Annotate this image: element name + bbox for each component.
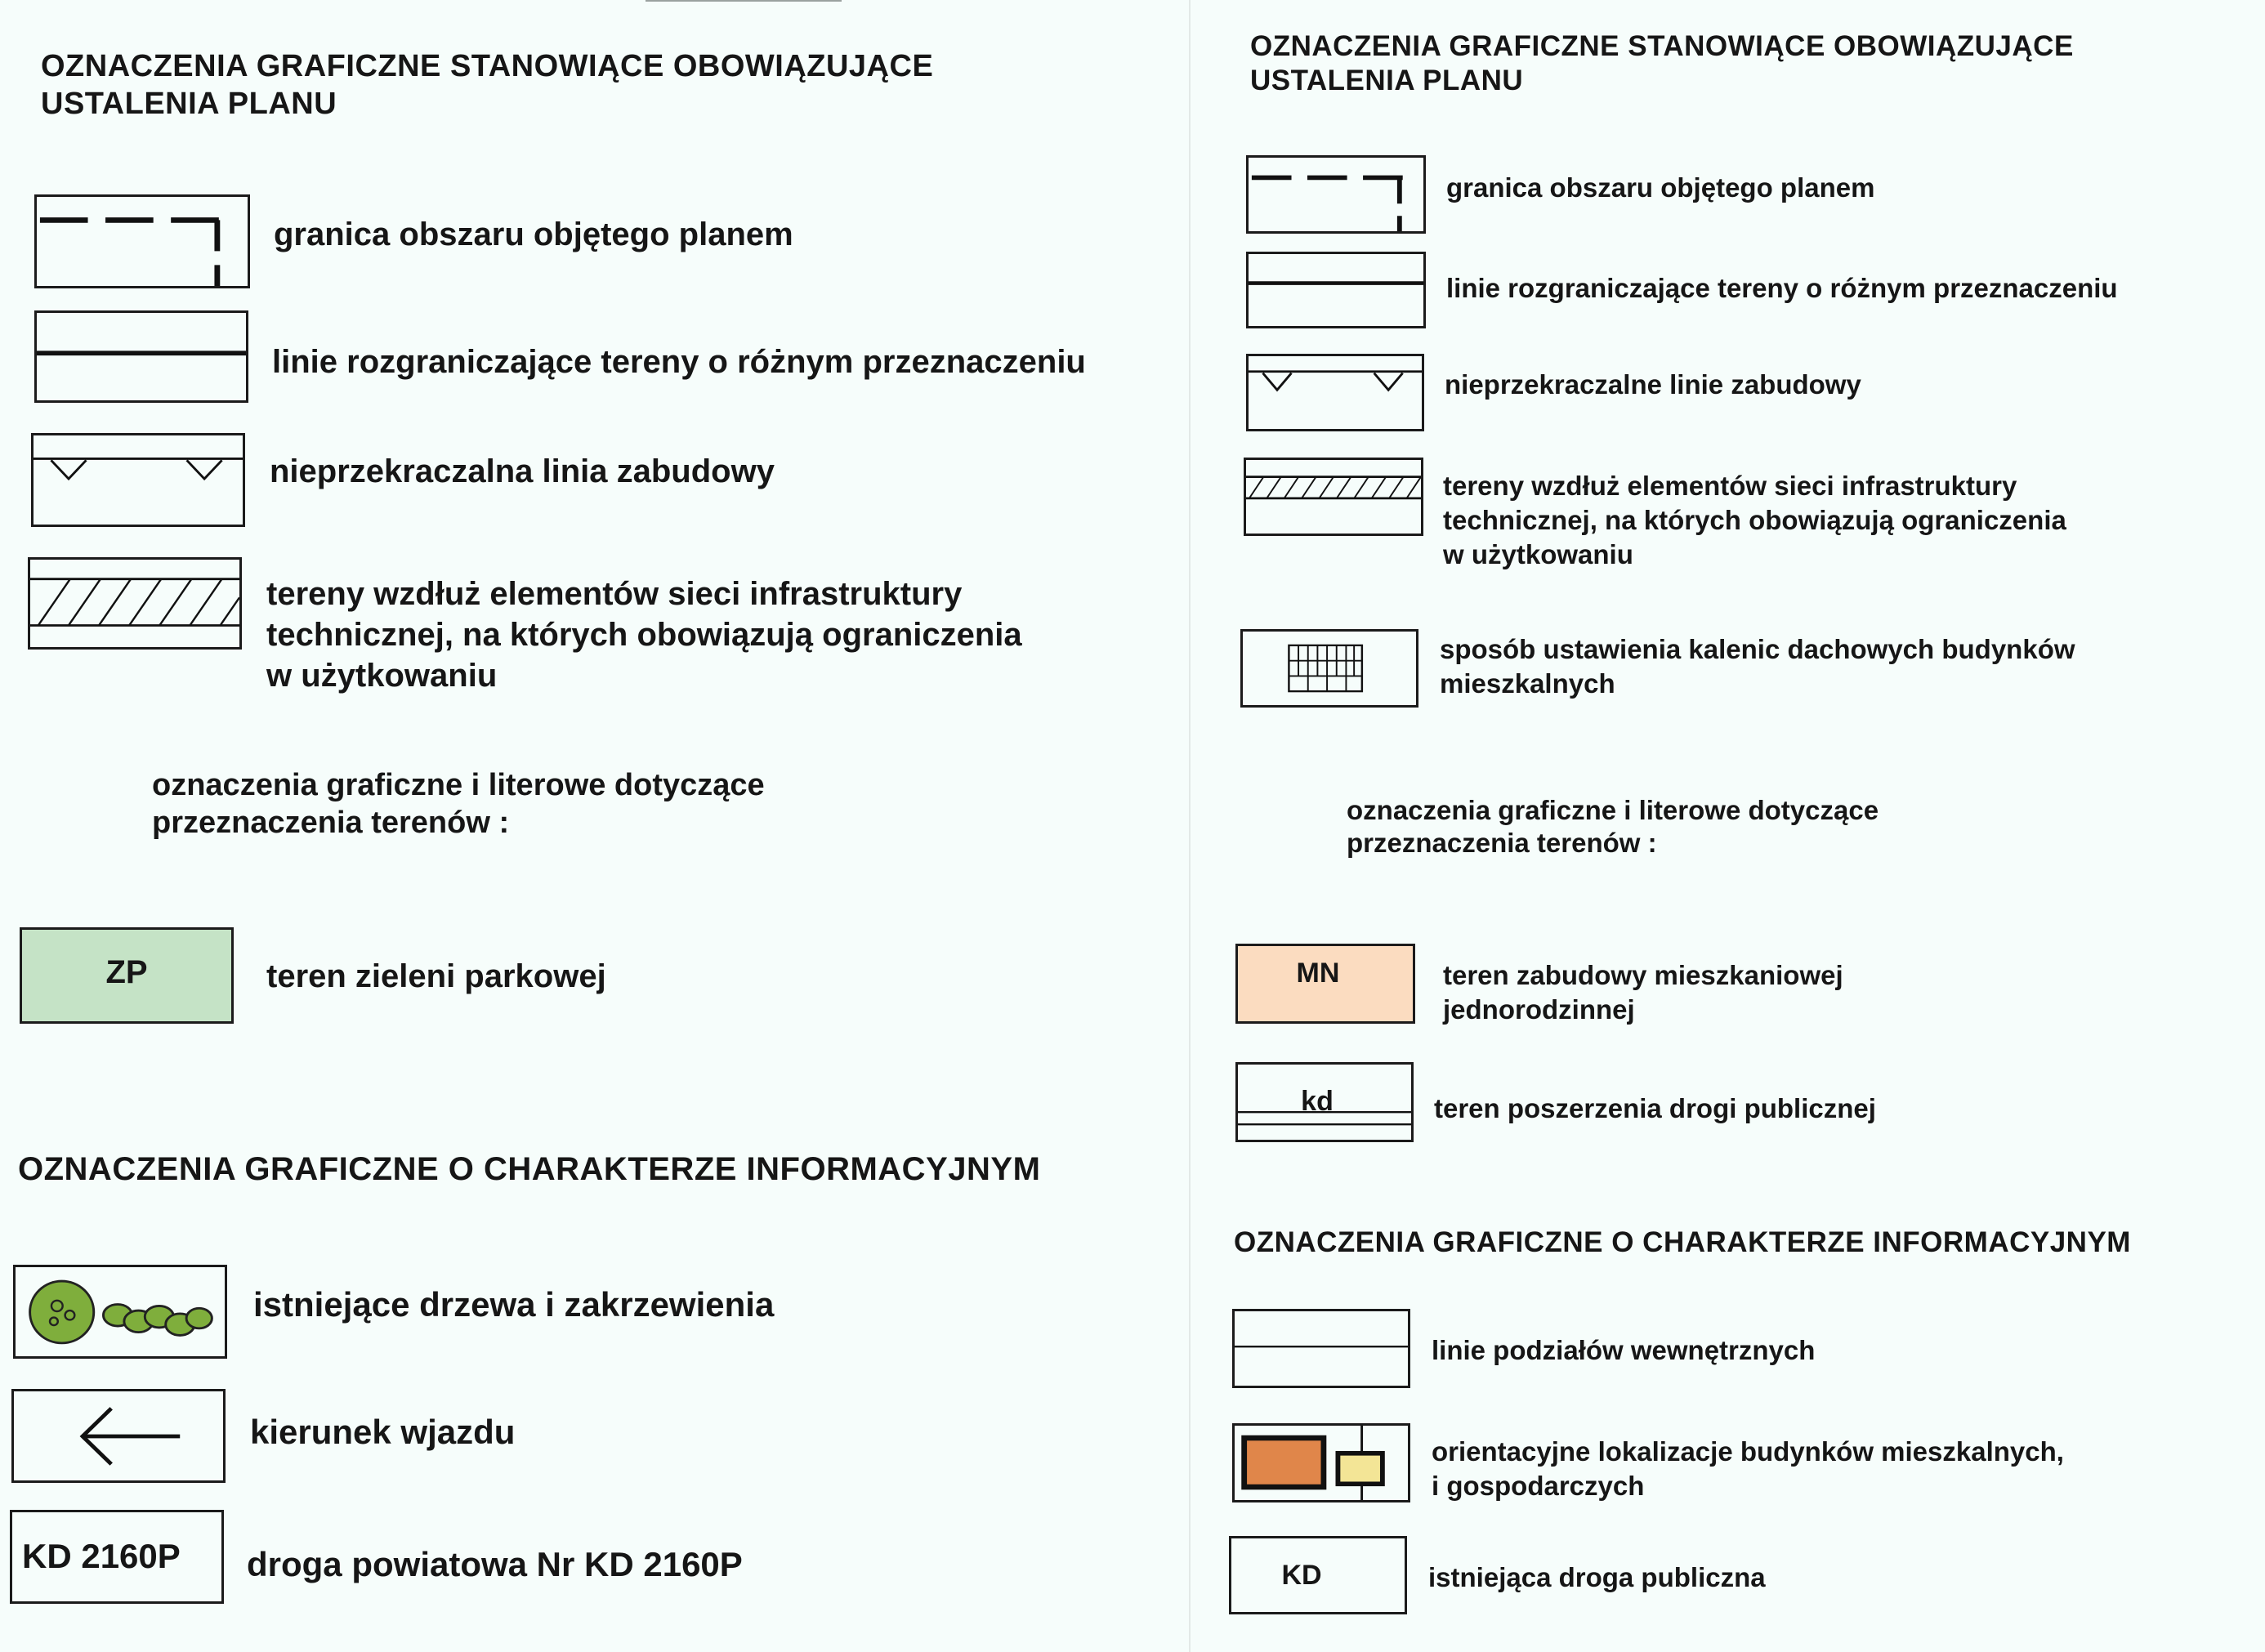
boundary-lines-label: linie rozgraniczające tereny o różnym przeznaczeniu [272,344,1086,380]
zp-label: teren zieleni parkowej [266,958,606,994]
infrastructure-zone-symbol [1244,458,1423,536]
heading-line: USTALENIA PLANU [1250,65,1524,96]
left-info-heading: OZNACZENIA GRAFICZNE O CHARAKTERZE INFORMACYJNYM [18,1151,1041,1187]
building-line-symbol [31,433,245,527]
building-line-label: nieprzekraczalna linia zabudowy [270,453,775,489]
zp-symbol [20,927,234,1024]
boundary-lines-symbol [34,310,248,403]
plan-boundary-symbol [1246,155,1426,234]
heading-line: OZNACZENIA GRAFICZNE STANOWIĄCE OBOWIĄZUJĄCE [41,49,934,83]
building-lines-label: nieprzekraczalne linie zabudowy [1445,369,1861,400]
label-line: tereny wzdłuż elementów sieci infrastruktury [1443,471,2017,501]
public-road-code: KD [1281,1560,1322,1591]
label-line: jednorodzinnej [1443,994,1635,1025]
page-divider [1189,0,1191,1652]
right-info-heading: OZNACZENIA GRAFICZNE O CHARAKTERZE INFORMACYJNYM [1234,1226,2131,1258]
label-line: tereny wzdłuż elementów sieci infrastruktury [266,576,963,612]
subhead-line: oznaczenia graficzne i literowe dotyczące [152,768,765,802]
entry-direction-symbol [11,1389,226,1483]
infrastructure-zone-label [266,574,1022,696]
internal-division-symbol [1232,1309,1410,1388]
zp-code: ZP [105,954,148,990]
county-road-label: droga powiatowa Nr KD 2160P [247,1545,743,1583]
scan-artifact [646,0,842,2]
kd-code: kd [1301,1086,1334,1117]
kd-widening-label: teren poszerzenia drogi publicznej [1434,1093,1876,1123]
buildings-label [1432,1435,2064,1503]
roof-ridge-label [1440,632,2075,701]
county-road-symbol [10,1510,224,1604]
plan-boundary-label: granica obszaru objętego planem [274,217,793,252]
buildings-symbol [1232,1423,1410,1502]
kd-widening-symbol [1235,1062,1414,1142]
left-binding-heading [41,47,933,123]
label-line: sposób ustawienia kalenic dachowych budynków [1440,634,2075,664]
boundary-lines-symbol [1246,252,1426,328]
entry-direction-label: kierunek wjazdu [250,1413,516,1451]
subhead-line: przeznaczenia terenów : [1347,828,1657,858]
heading-line: USTALENIA PLANU [41,87,337,121]
label-line: technicznej, na których obowiązują ograniczenia [1443,505,2066,535]
trees-symbol [13,1265,227,1359]
boundary-lines-label: linie rozgraniczające tereny o różnym przeznaczeniu [1446,273,2118,303]
label-line: w użytkowaniu [1443,539,1633,569]
plan-boundary-label: granica obszaru objętego planem [1446,172,1875,203]
label-line: teren zabudowy mieszkaniowej [1443,960,1843,990]
label-line: orientacyjne lokalizacje budynków mieszkalnych, [1432,1436,2064,1467]
internal-division-label: linie podziałów wewnętrznych [1432,1335,1816,1365]
subhead-line: przeznaczenia terenów : [152,806,510,840]
mn-label [1443,958,1843,1027]
label-line: w użytkowaniu [266,658,498,694]
trees-label: istniejące drzewa i zakrzewienia [253,1285,775,1324]
public-road-symbol [1229,1536,1407,1614]
label-line: mieszkalnych [1440,668,1615,699]
plan-boundary-symbol [34,194,250,288]
public-road-label: istniejąca droga publiczna [1428,1562,1766,1592]
building-lines-symbol [1246,354,1424,431]
mn-symbol [1235,944,1415,1024]
infrastructure-zone-label [1443,469,2066,572]
right-binding-heading [1250,29,2074,98]
left-landuse-heading [152,766,765,842]
county-road-code: KD 2160P [22,1537,181,1575]
right-landuse-heading [1347,794,1879,859]
roof-ridge-symbol [1240,629,1418,708]
mn-code: MN [1296,958,1340,989]
subhead-line: oznaczenia graficzne i literowe dotyczące [1347,795,1879,825]
heading-line: OZNACZENIA GRAFICZNE STANOWIĄCE OBOWIĄZUJĄCE [1250,30,2074,62]
label-line: technicznej, na których obowiązują ograniczenia [266,617,1022,653]
label-line: i gospodarczych [1432,1471,1645,1501]
infrastructure-zone-symbol [28,557,242,650]
